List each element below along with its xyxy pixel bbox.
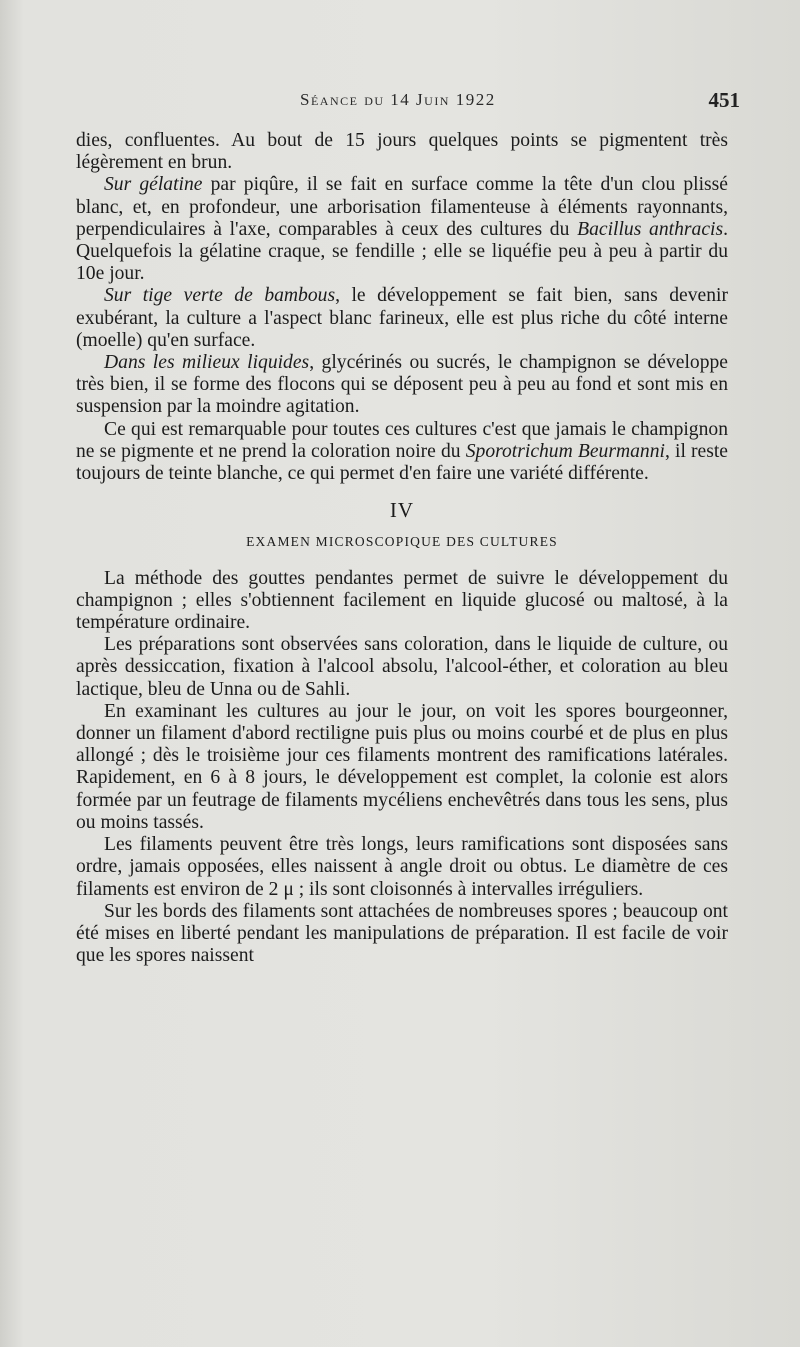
page-header (0, 90, 800, 120)
body-text (76, 130, 728, 967)
paragraph-preparations (76, 634, 728, 701)
paragraph-text: , il reste toujours de teinte blanche, ce qui permet d'en faire une variété différente. (76, 440, 729, 485)
paragraph-text: Les préparations sont observées sans coloration, dans le liquide de culture, ou après dessiccation, fixation à l'alcool absolu, l'alcool-éther, et coloration au bleu lactique, bleu de Unna ou de Sahli. (76, 634, 728, 700)
paragraph-gelatine (76, 174, 728, 285)
culture-medium-label: Sur gélatine (104, 174, 203, 196)
culture-medium-label: Dans les milieux liquides (104, 352, 310, 374)
paragraph-text: Sur les bords des filaments sont attachées de nombreuses spores ; beaucoup ont été mises en liberté pendant les manipulations de préparation. Il est facile de voir que les spores naissent (76, 900, 728, 967)
paragraph-continuation (76, 130, 728, 174)
paragraph-examen (76, 701, 728, 834)
paragraph-text: En examinant les cultures au jour le jour, on voit les spores bourgeonner, donner un filament d'abord rectiligne puis plus ou moins courbé et de plus en plus allongé ; dès le troisième jour ces filaments montrent des ramifications latérales. Rapidement, en 6 à 8 jours, le développement est complet, la colonie est alors formée par un feutrage de filaments mycéliens enchevêtrés dans tous les sens, plus ou moins tassés. (76, 700, 728, 833)
paragraph-bambou (76, 285, 728, 352)
paragraph-text: Les filaments peuvent être très longs, leurs ramifications sont disposées sans ordre, jamais opposées, elles naissent à angle droit ou obtus. Le diamètre de ces filaments est environ de 2 μ ; ils sont cloisonnés à intervalles irréguliers. (76, 834, 728, 900)
paragraph-text: dies, confluentes. Au bout de 15 jours quelques points se pigmentent très légèrement en brun. (76, 130, 728, 174)
paragraph-methode (76, 568, 728, 635)
paragraph-remarque (76, 419, 728, 486)
paragraph-filaments (76, 834, 728, 901)
page-number: 451 (708, 88, 740, 112)
paragraph-text: . Quelquefois la gélatine craque, se fendille ; elle se liquéfie peu à peu à partir du 10e jour. (76, 218, 728, 285)
section-number: IV (389, 498, 415, 523)
paragraph-text: Ce qui est remarquable pour toutes ces cultures c'est que jamais le champignon ne se pigmente et ne prend la coloration noire du (76, 418, 728, 462)
species-name: Sporotrichum Beurmanni (465, 440, 665, 462)
running-head: Séance du 14 Juin 1922 (300, 90, 496, 109)
paragraph-liquides (76, 352, 728, 419)
paragraph-text: , le développement se fait bien, sans devenir exubérant, la culture a l'aspect blanc farineux, elle est plus riche du côté interne (moelle) qu'en surface. (76, 285, 728, 351)
species-name: Bacillus anthracis (577, 218, 724, 240)
paragraph-text: , glycérinés ou sucrés, le champignon se développe très bien, il se forme des flocons qui se déposent peu à peu au fond et sont mis en suspension par la moindre agitation. (76, 352, 728, 418)
paragraph-text: La méthode des gouttes pendantes permet de suivre le développement du champignon ; elles s'obtiennent facilement en liquide glucosé ou maltosé, à la température ordinaire. (76, 567, 728, 634)
paragraph-spores (76, 901, 728, 968)
paragraph-text: par piqûre, il se fait en surface comme la tête d'un clou plissé blanc, et, en profondeur, une arborisation filamenteuse à éléments rayonnants, perpendiculaires à l'axe, comparables à ceux des cultures du (76, 174, 729, 240)
section-title: EXAMEN MICROSCOPIQUE DES CULTURES (246, 534, 558, 550)
culture-medium-label: Sur tige verte de bambous (104, 285, 336, 307)
